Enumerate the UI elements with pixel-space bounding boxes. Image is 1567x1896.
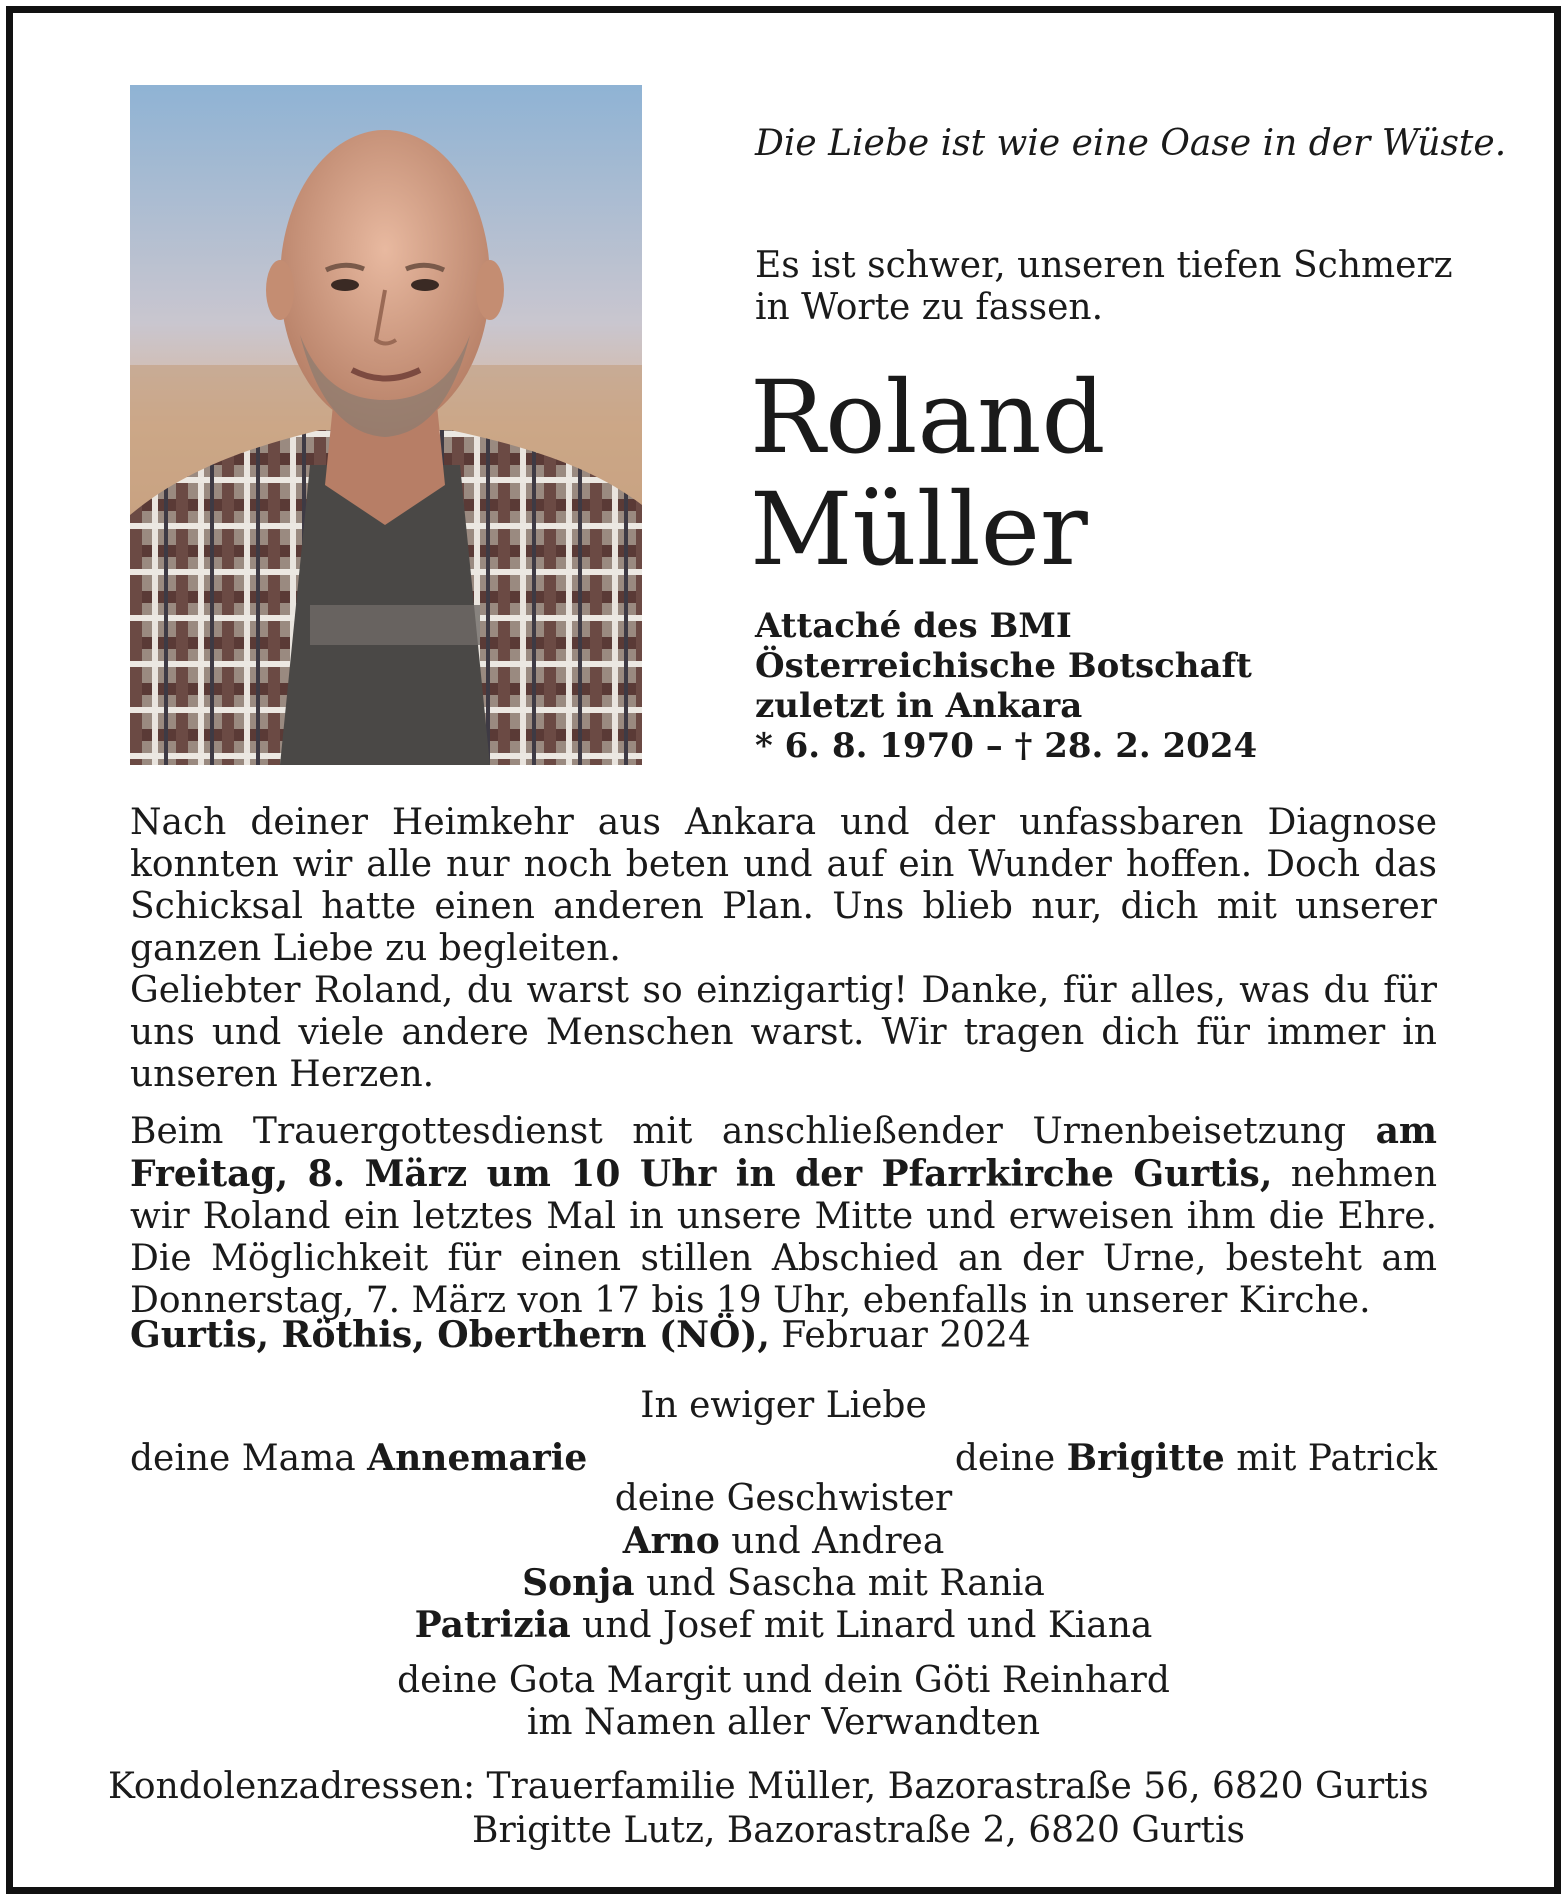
condolence-address-1: Kondolenzadressen: Trauerfamilie Müller, Bazorastraße 56, 6820 Gurtis — [108, 1766, 1429, 1807]
arno-name: Arno — [622, 1520, 720, 1562]
places: Gurtis, Röthis, Oberthern (NÖ), — [130, 1314, 770, 1356]
portrait-photo — [130, 85, 642, 765]
brigitte-name: Brigitte — [1066, 1437, 1225, 1479]
funeral-text-start: Beim Trauergottesdienst mit anschließender Urnenbeisetzung — [130, 1111, 1376, 1152]
siblings-intro: deine Geschwister — [614, 1478, 953, 1519]
mama-prefix: deine Mama — [130, 1438, 368, 1479]
patrizia-suffix: und Josef mit Linard und Kiana — [570, 1605, 1153, 1646]
lead-text: Es ist schwer, unseren tiefen Schmerz in Worte zu fassen. — [755, 245, 1453, 328]
condolence-address-2: Brigitte Lutz, Bazorastraße 2, 6820 Gurtis — [472, 1810, 1245, 1851]
funeral-text-end: nehmen wir Roland ein letztes Mal in unsere Mitte und erweisen ihm die Ehre. Die Möglichkeit für einen stillen Abschied an der Urne, besteht am Donnerstag, 7. März von 17 bis 19 Uhr, ebenfalls in unserer Kirche. — [130, 1154, 1438, 1321]
deceased-name — [750, 359, 1106, 588]
deceased-info — [755, 606, 1257, 766]
funeral-paragraph — [130, 1110, 1437, 1322]
sonja-name: Sonja — [522, 1562, 635, 1604]
quote: Die Liebe ist wie eine Oase in der Wüste. — [755, 123, 1507, 164]
signature-mama — [130, 1437, 587, 1480]
date: Februar 2024 — [769, 1315, 1031, 1356]
first-name: Roland — [750, 359, 1106, 476]
mama-name: Annemarie — [367, 1437, 588, 1479]
sibling-sonja — [130, 1562, 1437, 1605]
sonja-suffix: und Sascha mit Rania — [634, 1563, 1045, 1604]
body-paragraph-2: Geliebter Roland, du warst so einzigartig! Danke, für alles, was du für uns und viele andere Menschen warst. Wir tragen dich für immer in unseren Herzen. — [130, 970, 1437, 1095]
info-embassy: Österreichische Botschaft — [755, 646, 1252, 686]
portrait-image — [130, 85, 642, 765]
life-dates: * 6. 8. 1970 – † 28. 2. 2024 — [755, 726, 1258, 766]
brigitte-suffix: mit Patrick — [1224, 1438, 1437, 1479]
funeral-date-location: am Freitag, 8. März um 10 Uhr in der Pfarrkirche Gurtis, — [130, 1110, 1437, 1195]
signature-intro: In ewiger Liebe — [640, 1385, 927, 1426]
sibling-arno — [130, 1520, 1437, 1563]
place-date — [130, 1313, 1031, 1358]
sibling-patrizia — [130, 1604, 1437, 1647]
brigitte-prefix: deine — [954, 1438, 1067, 1479]
info-location: zuletzt in Ankara — [755, 686, 1083, 726]
arno-suffix: und Andrea — [719, 1521, 945, 1562]
relatives: im Namen aller Verwandten — [526, 1702, 1041, 1743]
info-title: Attaché des BMI — [755, 606, 1072, 646]
godparents: deine Gota Margit und dein Göti Reinhard — [397, 1660, 1170, 1701]
last-name: Müller — [750, 471, 1088, 588]
signature-brigitte — [955, 1437, 1437, 1480]
body-paragraph-1: Nach deiner Heimkehr aus Ankara und der unfassbaren Diagnose konnten wir alle nur noch beten und auf ein Wunder hoffen. Doch das Schicksal hatte einen anderen Plan. Uns blieb nur, dich mit unserer ganzen Liebe zu begleiten. — [130, 802, 1437, 969]
patrizia-name: Patrizia — [414, 1604, 571, 1646]
obituary-body — [130, 802, 1437, 1322]
